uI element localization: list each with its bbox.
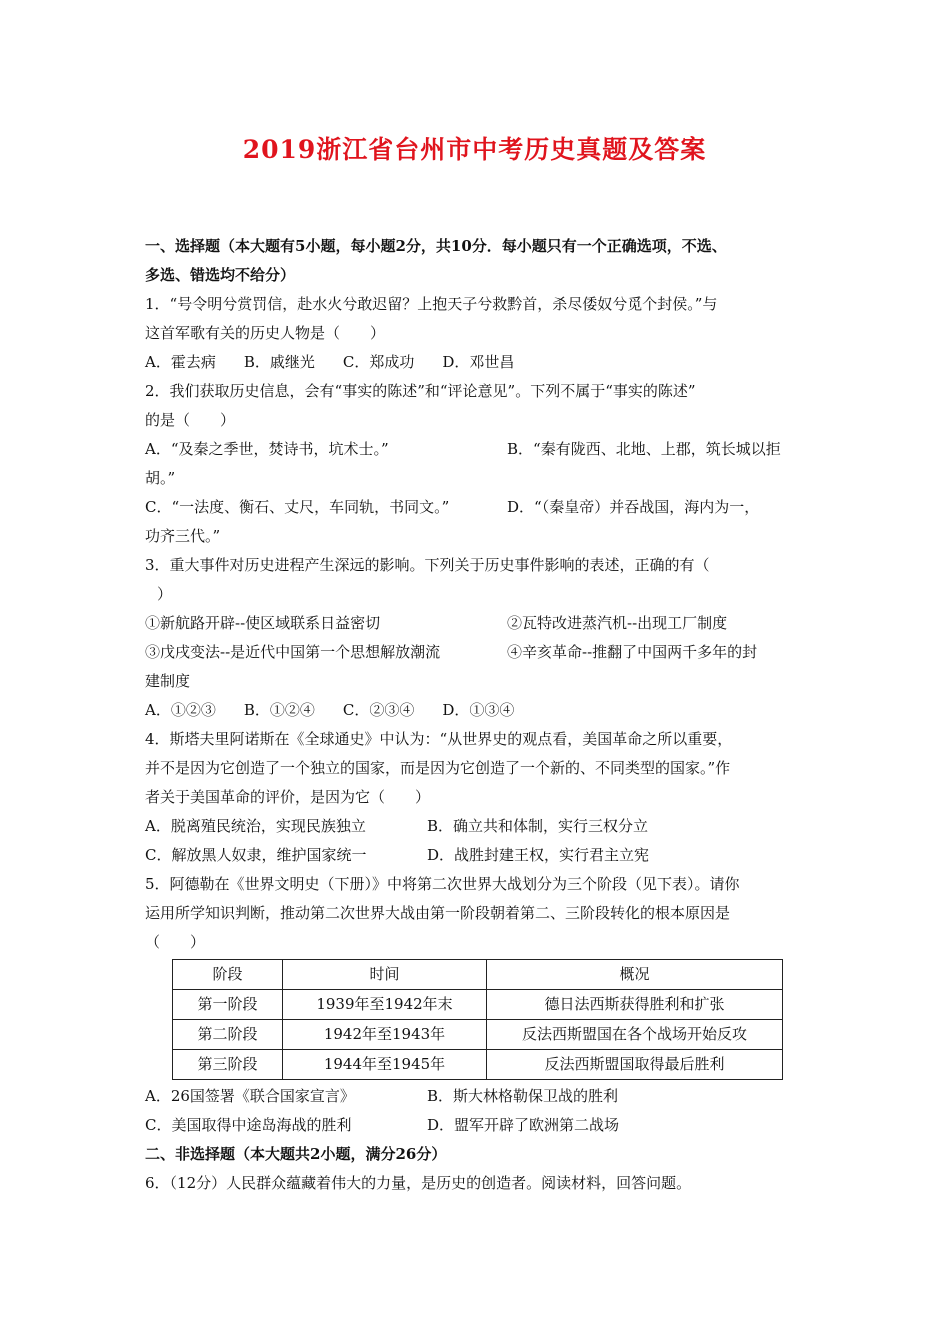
q1-option-d: D．邓世昌 bbox=[442, 353, 515, 371]
q4-option-c: C．解放黑人奴隶，维护国家统一 bbox=[145, 846, 367, 864]
exam-content bbox=[145, 232, 810, 1198]
q1-options bbox=[145, 348, 810, 377]
q3-item-2: ②瓦特改进蒸汽机--出现工厂制度 bbox=[507, 614, 728, 632]
q4-stem-line1: 4．斯塔夫里阿诺斯在《全球通史》中认为：“从世界史的观点看，美国革命之所以重要， bbox=[145, 730, 733, 748]
q4-option-d: D．战胜封建王权，实行君主立宪 bbox=[427, 846, 650, 864]
table-cell: 第三阶段 bbox=[173, 1050, 283, 1080]
table-row bbox=[173, 1020, 783, 1050]
q1-stem-line2: 这首军歌有关的历史人物是（ ） bbox=[145, 324, 386, 342]
table-cell: 反法西斯盟国在各个战场开始反攻 bbox=[487, 1020, 783, 1050]
table-row bbox=[173, 990, 783, 1020]
q1-option-a: A．霍去病 bbox=[145, 353, 216, 371]
q3-item-1: ①新航路开辟--使区域联系日益密切 bbox=[145, 614, 381, 632]
table-cell: 1942年至1943年 bbox=[283, 1020, 487, 1050]
q5-option-c: C．美国取得中途岛海战的胜利 bbox=[145, 1116, 352, 1134]
ww2-stage-table bbox=[172, 959, 783, 1080]
q3-option-d: D．①③④ bbox=[442, 701, 515, 719]
q2-options-cd bbox=[145, 493, 810, 522]
q4-stem-line3: 者关于美国革命的评价，是因为它（ ） bbox=[145, 788, 431, 806]
q1-stem-line1: 1．“号令明兮赏罚信，赴水火兮敢迟留？上抱天子兮救黔首，杀尽倭奴兮觅个封侯。”与 bbox=[145, 295, 718, 313]
q3-option-a: A．①②③ bbox=[145, 701, 216, 719]
q2-stem-line1: 2．我们获取历史信息，会有“事实的陈述”和“评论意见”。下列不属于“事实的陈述” bbox=[145, 382, 696, 400]
q3-option-b: B．①②④ bbox=[243, 701, 315, 719]
page-title: 2019浙江省台州市中考历史真题及答案 bbox=[242, 135, 707, 164]
table-cell: 德日法西斯获得胜利和扩张 bbox=[487, 990, 783, 1020]
q2-option-b: B．“秦有陇西、北地、上郡，筑长城以拒 bbox=[507, 440, 781, 458]
section1-heading-line1: 一、选择题（本大题有5小题，每小题2分，共10分．每小题只有一个正确选项，不选、 bbox=[145, 237, 727, 255]
q4-options-cd bbox=[145, 841, 810, 870]
q5-option-d: D．盟军开辟了欧洲第二战场 bbox=[427, 1116, 620, 1134]
q2-option-d-cont: 功齐三代。” bbox=[145, 527, 221, 545]
q4-option-b: B．确立共和体制，实行三权分立 bbox=[427, 817, 649, 835]
q2-stem-line2: 的是（ ） bbox=[145, 411, 236, 429]
q2-option-c: C．“一法度、衡石、丈尺，车同轨，书同文。” bbox=[145, 498, 450, 516]
section2-heading: 二、非选择题（本大题共2小题，满分26分） bbox=[145, 1145, 447, 1163]
q2-option-b-cont: 胡。” bbox=[145, 469, 176, 487]
q5-option-b: B．斯大林格勒保卫战的胜利 bbox=[427, 1087, 619, 1105]
section1-heading-line2: 多选、错选均不给分） bbox=[145, 266, 296, 284]
table-cell: 第二阶段 bbox=[173, 1020, 283, 1050]
table-cell: 反法西斯盟国取得最后胜利 bbox=[487, 1050, 783, 1080]
q1-option-c: C．郑成功 bbox=[342, 353, 415, 371]
q3-item-3: ③戊戌变法--是近代中国第一个思想解放潮流 bbox=[145, 643, 441, 661]
q3-items-34 bbox=[145, 638, 810, 667]
table-cell: 1944年至1945年 bbox=[283, 1050, 487, 1080]
q5-stem-line3: （ ） bbox=[145, 933, 206, 951]
q3-options bbox=[145, 696, 810, 725]
q3-item-4: ④辛亥革命--推翻了中国两千多年的封 bbox=[507, 643, 758, 661]
q2-option-a: A．“及秦之季世，焚诗书，坑术士。” bbox=[145, 440, 389, 458]
q5-options-ab bbox=[145, 1082, 810, 1111]
q3-items-12 bbox=[145, 609, 810, 638]
q4-options-ab bbox=[145, 812, 810, 841]
table-header-cell: 阶段 bbox=[173, 960, 283, 990]
q3-item-4-cont: 建制度 bbox=[145, 672, 191, 690]
q3-stem-line2: ） bbox=[157, 585, 173, 603]
table-cell: 1939年至1942年末 bbox=[283, 990, 487, 1020]
q6-stem-line1: 6．（12分）人民群众蕴藏着伟大的力量，是历史的创造者。阅读材料，回答问题。 bbox=[145, 1174, 692, 1192]
q5-options-cd bbox=[145, 1111, 810, 1140]
q3-option-c: C．②③④ bbox=[342, 701, 415, 719]
table-header-row bbox=[173, 960, 783, 990]
q5-stem-line2: 运用所学知识判断，推动第二次世界大战由第一阶段朝着第二、三阶段转化的根本原因是 bbox=[145, 904, 731, 922]
q3-stem-line1: 3．重大事件对历史进程产生深远的影响。下列关于历史事件影响的表述，正确的有（ bbox=[145, 556, 710, 574]
q1-option-b: B．戚继光 bbox=[243, 353, 315, 371]
q5-option-a: A．26国签署《联合国家宣言》 bbox=[145, 1087, 355, 1105]
q4-stem-line2: 并不是因为它创造了一个独立的国家，而是因为它创造了一个新的、不同类型的国家。”作 bbox=[145, 759, 731, 777]
table-cell: 第一阶段 bbox=[173, 990, 283, 1020]
table-row bbox=[173, 1050, 783, 1080]
q2-option-d: D．“（秦皇帝）并吞战国，海内为一， bbox=[507, 498, 760, 516]
q5-stem-line1: 5．阿德勒在《世界文明史（下册）》中将第二次世界大战划分为三个阶段（见下表）。请你 bbox=[145, 875, 740, 893]
q2-options-ab bbox=[145, 435, 810, 464]
table-header-cell: 时间 bbox=[283, 960, 487, 990]
q4-option-a: A．脱离殖民统治，实现民族独立 bbox=[145, 817, 366, 835]
table-header-cell: 概况 bbox=[487, 960, 783, 990]
